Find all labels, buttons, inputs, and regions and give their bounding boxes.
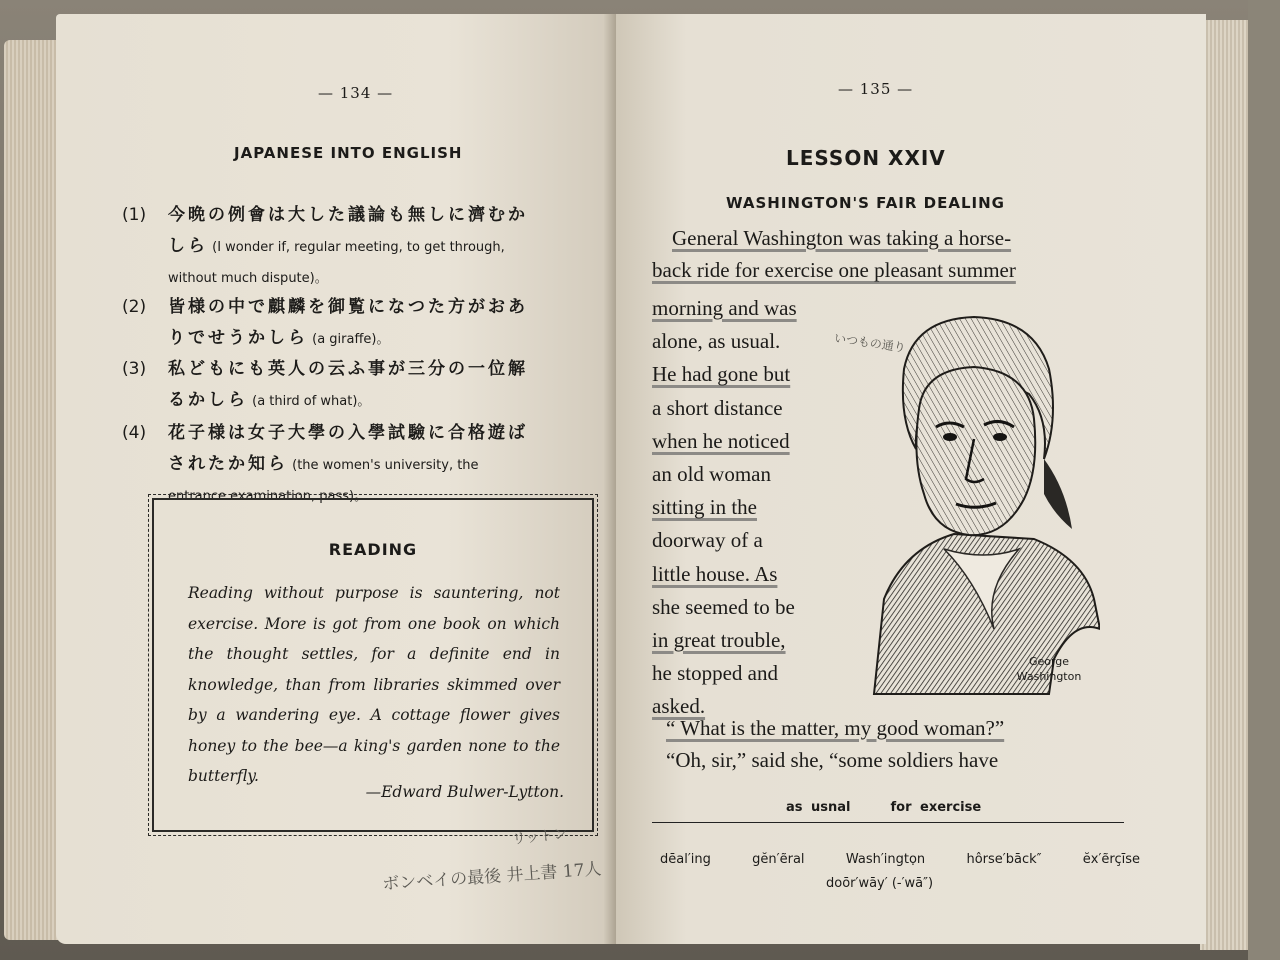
pronunciation: Wash′ingtọn [845, 852, 926, 867]
exercise-hint: without much dispute)。 [168, 271, 328, 286]
exercise-japanese: 私どもにも英人の云ふ事が三分の一位解 [168, 359, 528, 379]
text-line: asked. [652, 694, 706, 719]
text-line: alone, as usual. [652, 329, 781, 354]
reading-title: READING [328, 540, 418, 559]
text-line: doorway of a [652, 528, 763, 553]
portrait-caption [994, 654, 1104, 684]
exercise-number: (2) [122, 297, 147, 317]
page-number: — 134 — [318, 84, 394, 102]
dialogue-line: “ What is the matter, my good woman?” [666, 716, 1005, 740]
exercise-number: (3) [122, 359, 147, 379]
lesson-title: LESSON XXIV [786, 146, 946, 170]
text-line: he stopped and [652, 661, 778, 686]
exercise-japanese: されたか知ら [168, 454, 288, 474]
text-line: morning and was [652, 296, 797, 320]
exercise-number: (1) [122, 205, 147, 225]
text-line: an old woman [652, 462, 771, 486]
text-line: back ride for exercise one pleasant summer [652, 258, 1016, 282]
exercise-hint: (a giraffe)。 [308, 332, 390, 347]
text-line: in great trouble, [652, 628, 786, 652]
dialogue-line: “Oh, sir,” said she, “some soldiers have [666, 748, 999, 772]
page-number: — 135 — [838, 80, 914, 98]
lesson-subtitle: WASHINGTON'S FAIR DEALING [726, 194, 1005, 212]
caption-line: George [1028, 655, 1070, 668]
phrase: for exercise [890, 800, 982, 815]
pronunciation: ĕx′ẽrçīse [1082, 852, 1140, 867]
phrase: as usnal [786, 800, 851, 815]
text-line: sitting in the [652, 495, 757, 520]
pronunciation: dēal′ing [660, 852, 711, 867]
text-line: when he noticed [652, 428, 790, 453]
reading-quote-text: Reading without purpose is sauntering, not exercise. More is got from one book on which the thought settles, for a definite end in knowledge, than from libraries skimmed over by a wandering eye. A cottage flower gives honey to the bee—a king's garden none to the butterfly. [188, 584, 560, 785]
exercise-hint: entrance examination, pass)。 [168, 489, 368, 504]
reading-author: —Edward Bulwer-Lytton. [365, 783, 564, 801]
page-block-right-edge [1200, 20, 1250, 950]
handwritten-margin-note: ボンベイの最後 井上書 17人 [381, 859, 603, 895]
exercise-item [122, 200, 608, 294]
text-line: General Washington was taking a horse- [672, 226, 1012, 250]
exercise-japanese: るかしら [168, 390, 248, 410]
page-block-left-edge [4, 40, 64, 940]
exercise-item [122, 292, 608, 355]
caption-line: Washington [1016, 670, 1082, 683]
pronunciation: hôrse′bāck″ [966, 852, 1042, 867]
text-line: little house. As [652, 561, 778, 586]
text-line: a short distance [652, 395, 783, 420]
section-heading: JAPANESE INTO ENGLISH [234, 144, 463, 162]
exercise-item [122, 354, 608, 417]
exercise-japanese: しら [168, 236, 208, 256]
right-page [616, 14, 1206, 944]
exercise-hint: (a third of what)。 [248, 394, 371, 409]
exercise-japanese: 今晩の例會は大した議論も無しに濟むか [168, 205, 528, 225]
book-cover-edge [1248, 0, 1280, 960]
exercise-japanese: 花子様は女子大學の入學試驗に合格遊ば [168, 423, 528, 443]
text-line: He had gone but [652, 362, 791, 387]
exercise-hint: (I wonder if, regular meeting, to get through, [208, 240, 505, 255]
exercise-japanese: りでせうかしら [168, 328, 308, 348]
george-washington-portrait [844, 299, 1100, 709]
pronunciation-guide [660, 852, 1140, 867]
handwritten-annotation: いつもの通り [833, 331, 907, 355]
exercise-hint: (the women's university, the [288, 458, 479, 473]
exercise-number: (4) [122, 423, 147, 443]
left-page [56, 14, 616, 944]
exercise-japanese: 皆様の中で麒麟を御覧になつた方がおあ [168, 297, 528, 317]
handwritten-annotation: リットン [511, 826, 569, 848]
footnote-phrases [786, 800, 1021, 815]
text-line: she seemed to be [652, 594, 795, 619]
reading-quote-box [152, 498, 594, 832]
pronunciation: doōr′wāy′ (-′wā″) [826, 876, 934, 891]
pronunciation: gĕn′ẽral [752, 852, 805, 867]
footnote-rule [652, 822, 1124, 823]
